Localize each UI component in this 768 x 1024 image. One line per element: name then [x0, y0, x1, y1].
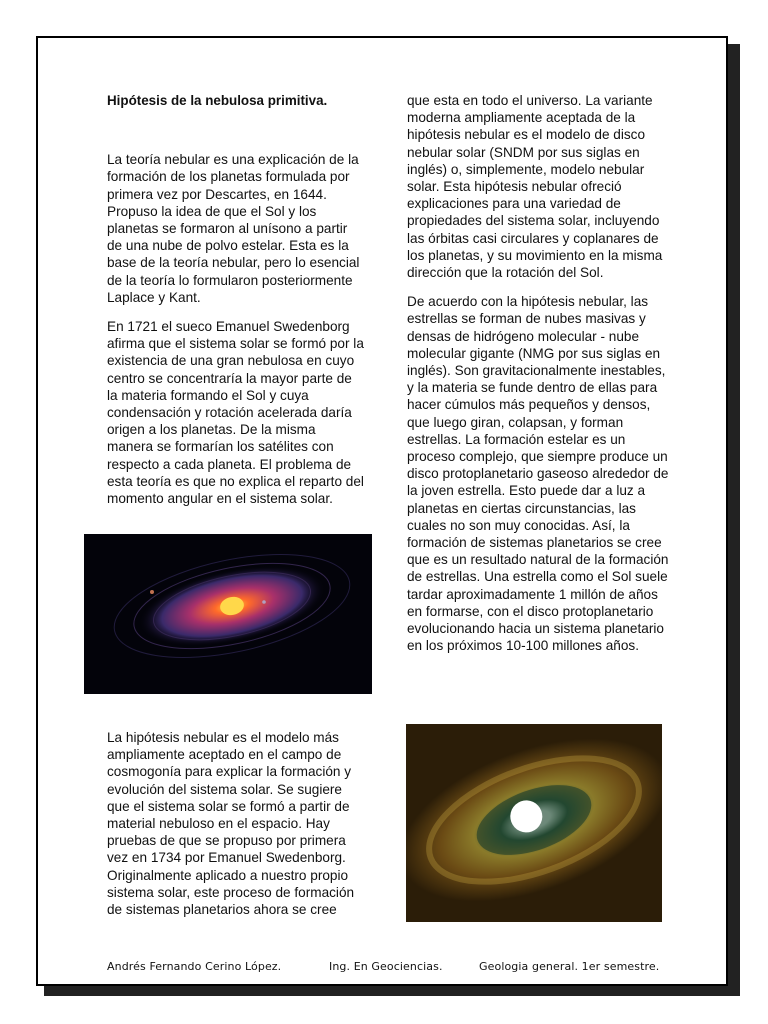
- footer-program: Ing. En Geociencias.: [329, 960, 443, 973]
- left-paragraph-1: La teoría nebular es una explicación de la formación de los planetas formulada por primera vez por Descartes, en 1644. Propuso la idea de que el Sol y los planetas se formaron al unísono a partir de una nube de polvo estelar. Esta es la base de la teoría nebular, pero lo esencial de la teoría lo formularon posteriormente Laplace y Kant.: [107, 152, 360, 305]
- document-page: [36, 36, 728, 986]
- footer-author: Andrés Fernando Cerino López.: [107, 960, 282, 973]
- nebula-disk-image: [84, 534, 372, 694]
- right-paragraph-1: que esta en todo el universo. La variante moderna ampliamente aceptada de la hipótesis nebular es el modelo de disco nebular solar (SNDM por sus siglas en inglés) o, simplemente, modelo nebular solar. Esta hipótesis nebular ofreció explicaciones para una variedad de propiedades del sistema solar, incluyendo las órbitas casi circulares y coplanares de los planetas, y su movimiento en la misma dirección que la rotación del Sol.: [407, 93, 663, 281]
- right-paragraph-2: De acuerdo con la hipótesis nebular, las estrellas se forman de nubes masivas y densas de hidrógeno molecular - nube molecular gigante (NMG por sus siglas en inglés). Son gravitacionalmente inestables, y la materia se funde dentro de ellas para hacer cúmulos más pequeños y densos, que luego giran, colapsan, y forman estrellas. La formación estelar es un proceso complejo, que siempre produce un disco protoplanetario gaseoso alrededor de la joven estrella. Esto puede dar a luz a planetas en ciertas circunstancias, las cuales no son muy conocidas. Así, la formación de sistemas planetarios se cree que es un resultado natural de la formación de estrellas. Una estrella como el Sol suele tardar aproximadamente 1 millón de años en formarse, con el disco protoplanetario evolucionando hacia un sistema planetario en los próximos 10-100 millones años.: [407, 294, 669, 654]
- left-paragraph-2: En 1721 el sueco Emanuel Swedenborg afirma que el sistema solar se formó por la existencia de una gran nebulosa en cuyo centro se concentraría la mayor parte de la materia formando el Sol y cuya condensación y rotación acelerada daría origen a los planetas. De la misma manera se formarían los satélites con respecto a cada planeta. El problema de esta teoría es que no explica el reparto del momento angular en el sistema solar.: [107, 319, 364, 507]
- left-bottom-paragraph: La hipótesis nebular es el modelo más ampliamente aceptado en el campo de cosmogonía para explicar la formación y evolución del sistema solar. Se sugiere que el sistema solar se formó a partir de material nebuloso en el espacio. Hay pruebas de que se propuso por primera vez en 1734 por Emanuel Swedenborg. Originalmente aplicado a nuestro propio sistema solar, este proceso de formación de sistemas planetarios ahora se cree: [107, 730, 355, 918]
- footer-course: Geologia general. 1er semestre.: [479, 960, 660, 973]
- document-title: Hipótesis de la nebulosa primitiva.: [107, 93, 328, 108]
- footer: [107, 960, 667, 973]
- right-column: [407, 92, 669, 667]
- left-column: [107, 92, 365, 519]
- protoplanetary-disk-image: [406, 724, 662, 922]
